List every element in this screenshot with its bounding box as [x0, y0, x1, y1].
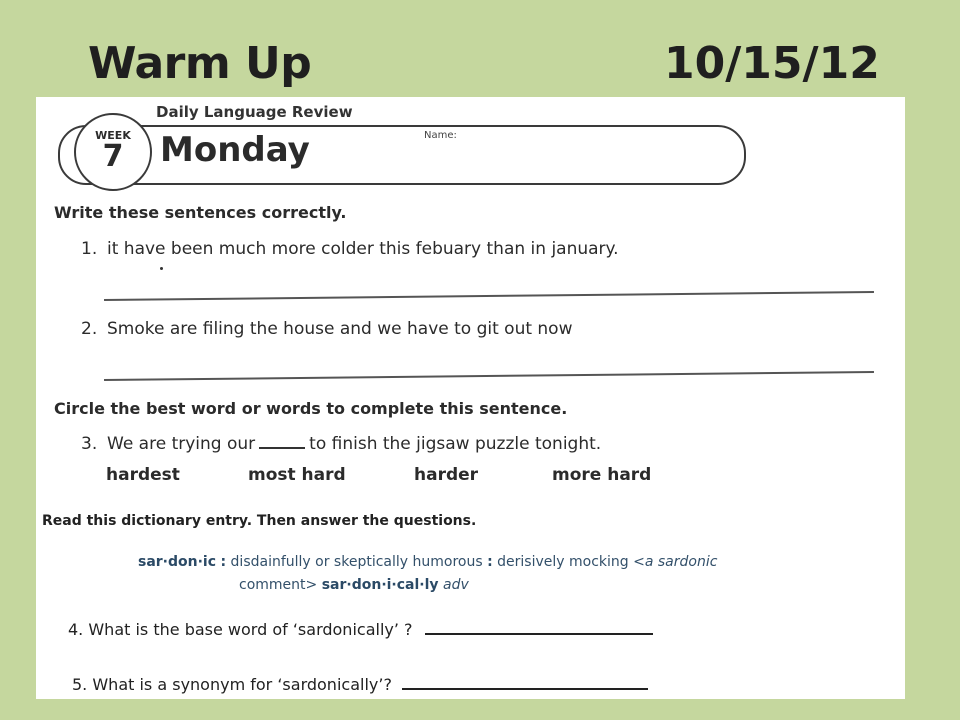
- choice-hardest: hardest: [106, 465, 180, 485]
- q3-blank: [259, 447, 305, 449]
- choice-harder: harder: [414, 465, 479, 485]
- ink-dot: [160, 267, 163, 270]
- example-start: <a sardonic: [633, 554, 718, 570]
- choice-more-hard: more hard: [552, 465, 652, 485]
- q2-number: 2.: [81, 319, 98, 339]
- question-1: [81, 239, 619, 259]
- q2-text: Smoke are filing the house and we have to git out now: [107, 319, 573, 339]
- separator-1: :: [220, 554, 227, 570]
- slide-title: Warm Up: [88, 38, 312, 89]
- worksheet-image: [36, 97, 905, 699]
- definition-2: derisively mocking: [497, 554, 629, 570]
- q3-number: 3.: [81, 434, 98, 454]
- q4-answer-line[interactable]: [425, 615, 653, 635]
- week-badge: [74, 113, 152, 191]
- slide-date: 10/15/12: [664, 38, 880, 89]
- section2-instruction: Circle the best word or words to complete this sentence.: [54, 399, 568, 418]
- q5-text: 5. What is a synonym for ‘sardonically’?: [72, 675, 392, 694]
- week-label: WEEK: [95, 129, 131, 142]
- name-label: Name:: [424, 130, 457, 141]
- dictionary-instruction: Read this dictionary entry. Then answer the questions.: [42, 513, 477, 529]
- q5-answer-line[interactable]: [402, 670, 648, 690]
- separator-2: :: [487, 554, 493, 570]
- choice-most-hard: most hard: [248, 465, 346, 485]
- week-number: 7: [102, 139, 124, 174]
- headword: sar·don·ic: [138, 554, 217, 570]
- day-heading: Monday: [160, 130, 310, 170]
- section1-instruction: Write these sentences correctly.: [54, 203, 347, 222]
- series-title: Daily Language Review: [156, 103, 353, 121]
- dictionary-line-2: [138, 574, 838, 597]
- question-5: [72, 670, 648, 694]
- derived-word: sar·don·i·cal·ly: [321, 577, 439, 593]
- example-end: comment>: [239, 577, 318, 593]
- dictionary-line-1: [138, 551, 838, 574]
- q4-text: 4. What is the base word of ‘sardonically’ ?: [68, 620, 413, 639]
- q3-text-after: to finish the jigsaw puzzle tonight.: [309, 434, 602, 454]
- question-4: [68, 615, 653, 639]
- answer-line-1: [104, 291, 874, 301]
- q1-text: it have been much more colder this febuary than in january.: [107, 239, 619, 259]
- question-2: [81, 319, 573, 339]
- dictionary-entry: [138, 551, 838, 597]
- answer-line-2: [104, 371, 874, 381]
- q1-number: 1.: [81, 239, 98, 259]
- q3-text-before: We are trying our: [107, 434, 256, 454]
- definition-1: disdainfully or skeptically humorous: [230, 554, 483, 570]
- question-3: [81, 434, 601, 454]
- part-of-speech: adv: [443, 577, 469, 593]
